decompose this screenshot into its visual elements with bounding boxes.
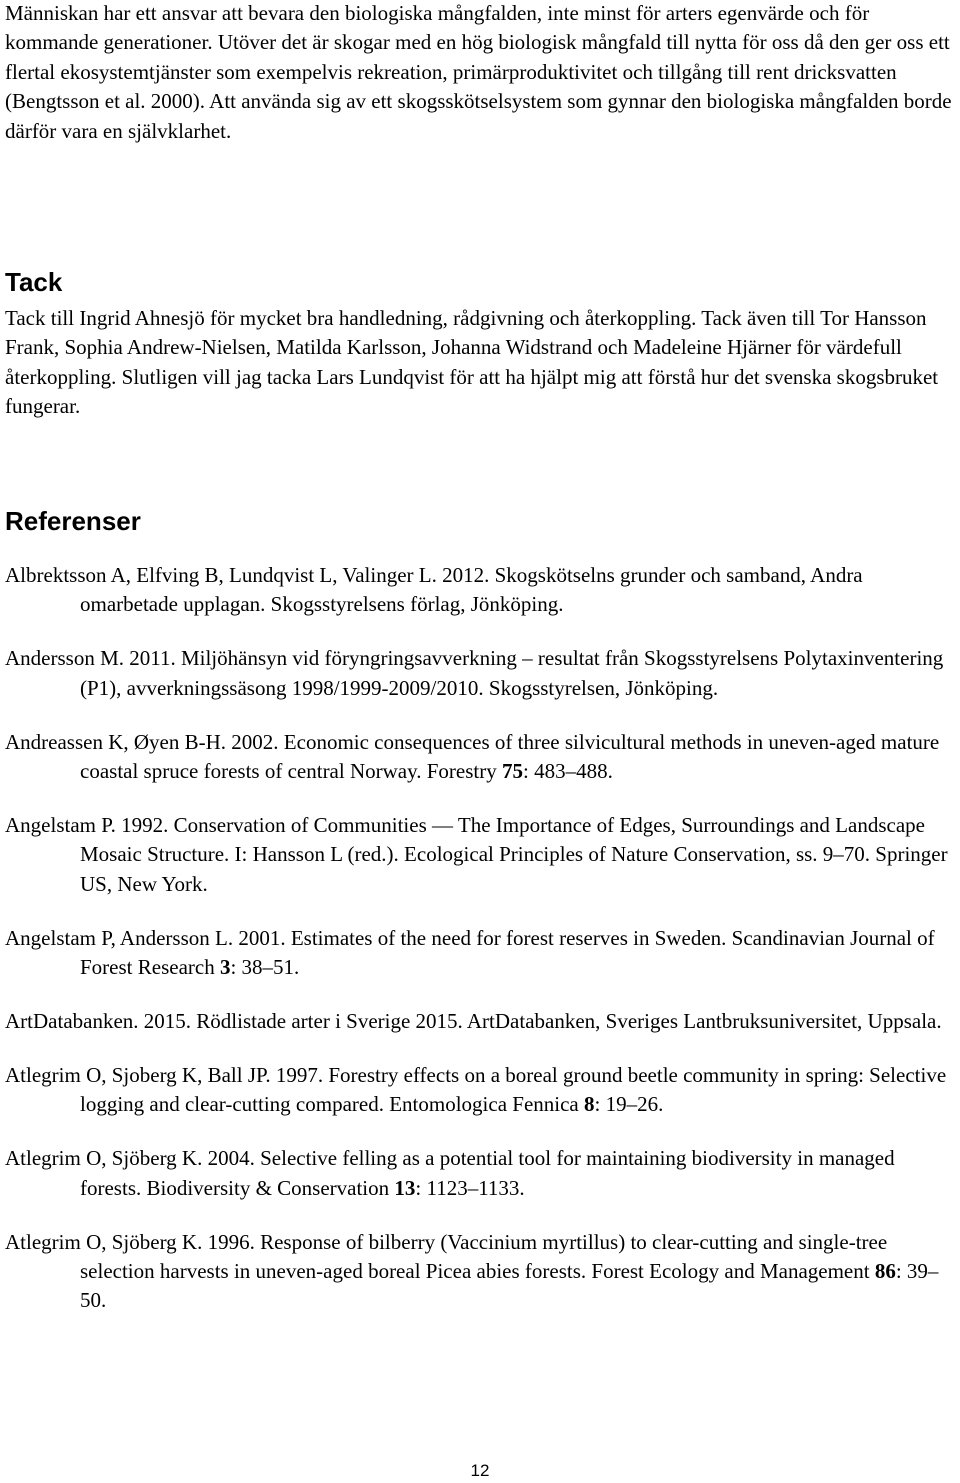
- reference-item: [5, 728, 955, 787]
- reference-details: Rödlistade arter i Sverige 2015. ArtDatabanken, Sveriges Lantbruksuniversitet, Uppsala.: [196, 1008, 942, 1033]
- reference-authors: Angelstam P, Andersson L. 2001.: [5, 925, 286, 950]
- reference-volume: 86: [874, 1258, 896, 1283]
- reference-details: Estimates of the need for forest reserves in Sweden. Scandinavian Journal of Forest Research: [80, 925, 935, 980]
- reference-item: [5, 644, 955, 703]
- reference-item: [5, 1061, 955, 1120]
- reference-authors: Atlegrim O, Sjöberg K. 1996.: [5, 1229, 255, 1254]
- ack-text-2: Tack även till Tor Hansson Frank, Sophia Andrew-Nielsen, Matilda Karlsson, Johanna Widstrand och Madeleine Hjärner för värdefull återkoppling.: [5, 306, 927, 389]
- reference-volume: 3: [219, 955, 231, 980]
- reference-details: Response of bilberry (Vaccinium myrtillus) to clear-cutting and single-tree selection harvests in uneven-aged boreal Picea abies forests. Forest Ecology and Management: [80, 1229, 888, 1283]
- intro-text-1: Människan har ett ansvar att bevara den biologiska mångfalden, inte minst för arters egenvärde och för kommande generationer. Utöver det är skogar med en hög biologisk mångfald till nytta för oss då den ger oss ett flertal ekosystemtjänster som exempelvis rekreation, primärproduktivitet och tillgång till rent dricksvatten (Bengtsson et al. 2000).: [5, 1, 950, 114]
- page-number: 12: [470, 1461, 490, 1480]
- reference-item: [5, 1228, 955, 1316]
- reference-details: Miljöhänsyn vid föryngringsavverkning – resultat från Skogsstyrelsens Polytaxinventering (P1), avverkningssäsong 1998/1999-2009/2010. Skogsstyrelsen, Jönköping.: [80, 646, 944, 700]
- reference-details: Selective felling as a potential tool for maintaining biodiversity in managed forests. Biodiversity & Conservation: [80, 1146, 895, 1200]
- reference-authors: Atlegrim O, Sjöberg K. 2004.: [5, 1146, 255, 1171]
- reference-list: [5, 561, 955, 1340]
- reference-pages: : 38–51.: [230, 955, 300, 980]
- reference-pages: : 19–26.: [594, 1092, 664, 1117]
- ack-text-1: Tack till Ingrid Ahnesjö för mycket bra handledning, rådgivning och återkoppling.: [5, 306, 697, 330]
- reference-item: [5, 811, 955, 899]
- intro-text-2: Att använda sig av ett skogsskötselsystem som gynnar den biologiska mångfalden borde därför vara en självklarhet.: [5, 89, 952, 143]
- reference-pages: : 1123–1133.: [415, 1175, 525, 1200]
- acknowledgements-heading: Tack: [5, 267, 63, 297]
- reference-volume: 8: [584, 1092, 595, 1117]
- reference-details: Forestry effects on a boreal ground beetle community in spring: Selective logging and clear-cutting compared. Entomologica Fennica: [80, 1062, 947, 1117]
- reference-authors: ArtDatabanken. 2015.: [5, 1008, 192, 1033]
- reference-authors: Atlegrim O, Sjoberg K, Ball JP. 1997.: [5, 1062, 324, 1087]
- acknowledgements-paragraph: [5, 304, 955, 422]
- reference-item: [5, 1144, 955, 1203]
- intro-paragraph: [5, 0, 955, 146]
- reference-item: [5, 1007, 955, 1036]
- reference-item: [5, 924, 955, 983]
- reference-item: [5, 561, 955, 620]
- references-heading: Referenser: [5, 506, 141, 536]
- reference-details: Economic consequences of three silvicultural methods in uneven-aged mature coastal spruce forests of central Norway. Forestry: [80, 729, 940, 784]
- reference-details: Conservation of Communities — The Importance of Edges, Surroundings and Landscape Mosaic Structure. I: Hansson L (red.). Ecological Principles of Nature Conservation, ss. 9–70. Springer US, New York.: [80, 812, 948, 896]
- ack-text-3: Slutligen vill jag tacka Lars Lundqvist för att ha hjälpt mig att förstå hur det svenska skogsbruket fungerar.: [5, 364, 939, 419]
- reference-pages: : 39–50.: [80, 1258, 939, 1313]
- reference-authors: Albrektsson A, Elfving B, Lundqvist L, Valinger L. 2012.: [5, 563, 490, 587]
- reference-details: Skogskötselns grunder och samband, Andra omarbetade upplagan. Skogsstyrelsens förlag, Jönköping.: [80, 563, 863, 617]
- reference-authors: Angelstam P. 1992.: [5, 812, 169, 837]
- reference-volume: 75: [502, 759, 523, 784]
- reference-authors: Andersson M. 2011.: [5, 646, 176, 671]
- reference-pages: : 483–488.: [523, 759, 613, 784]
- reference-authors: Andreassen K, Øyen B-H. 2002.: [5, 729, 279, 754]
- reference-volume: 13: [394, 1175, 416, 1200]
